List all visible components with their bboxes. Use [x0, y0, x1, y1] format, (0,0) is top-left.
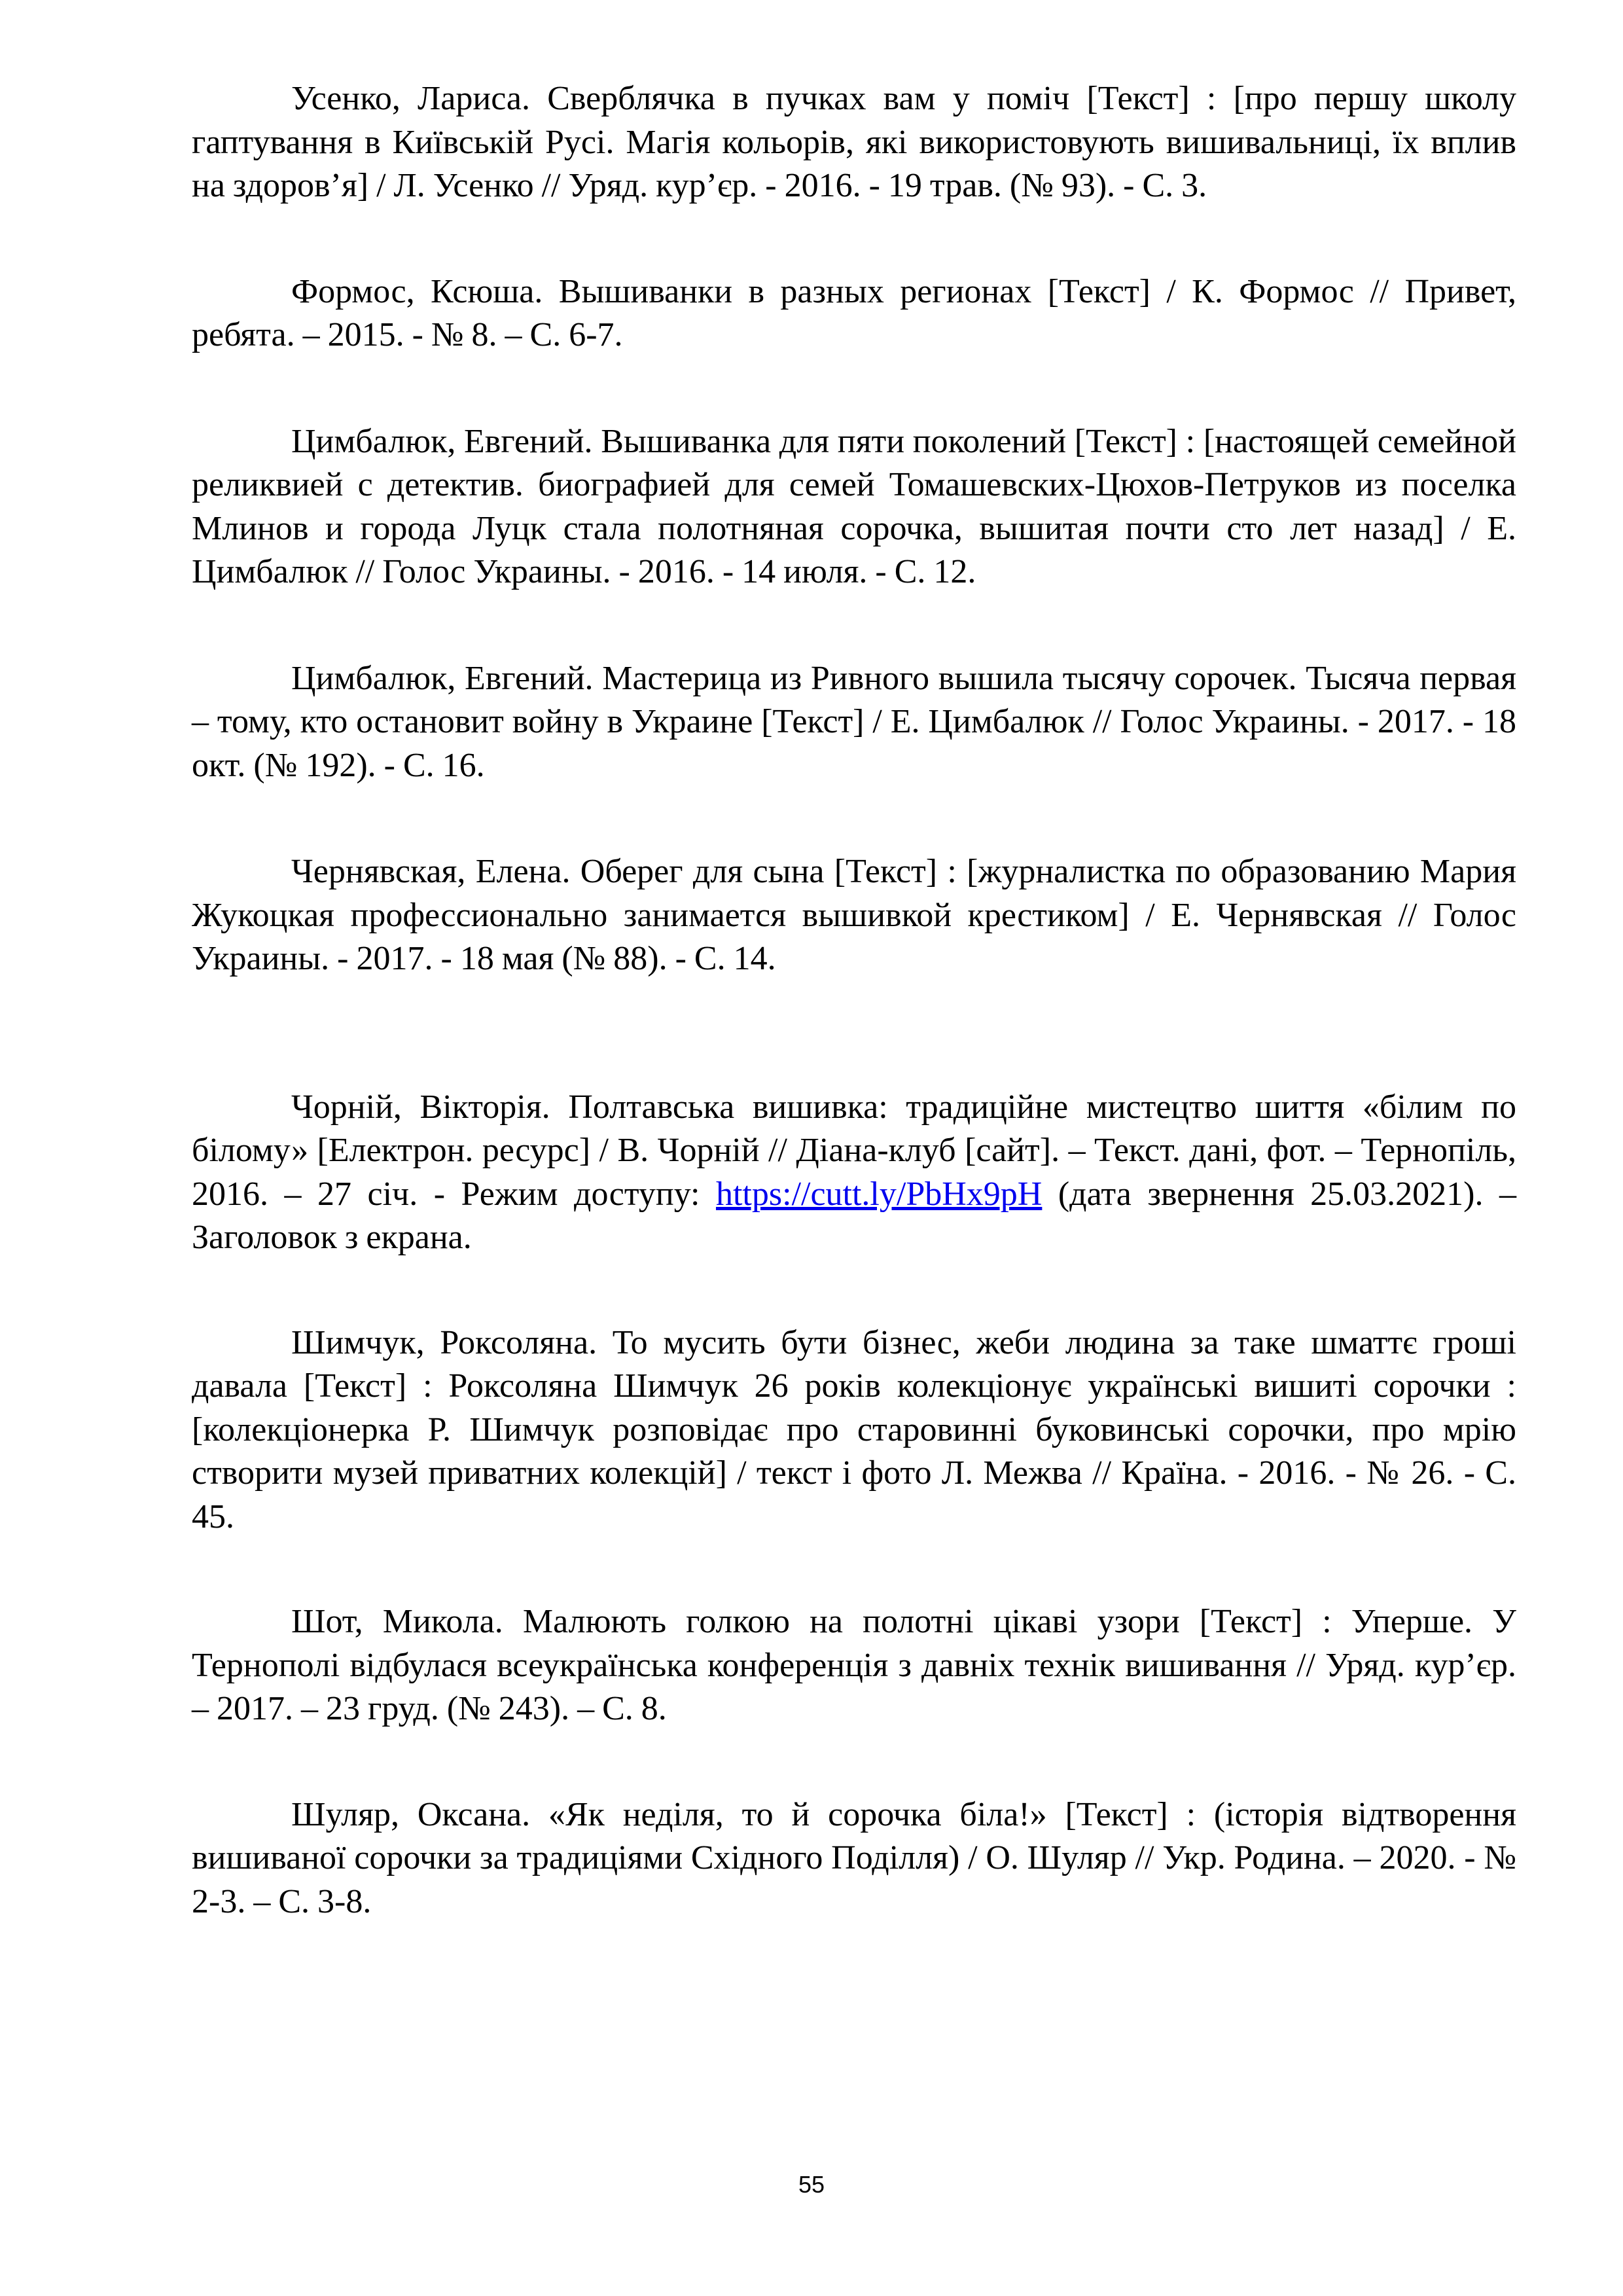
bibliography-entry-shymchuk: Шимчук, Роксоляна. То мусить бути бізнес, жеби людина за таке шматтє гроші давала [Текст] : Роксоляна Шимчук 26 років колекціонує українські вишиті сорочки : [колекціонерка Р. Шимчук розповідає про старовинні буковинські сорочки, про мрію створити музей приватних колекцій] / текст і фото Л. Межва // Країна. - 2016. - № 26. - С. 45. — [192, 1323, 1516, 1535]
bibliography-entry-usenko: Усенко, Лариса. Сверблячка в пучках вам у поміч [Текст] : [про першу школу гаптування в Київській Русі. Магія кольорів, які використовують вишивальниці, їх вплив на здоров’я] / Л. Усенко // Уряд. кур’єр. - 2016. - 19 трав. (№ 93). - С. 3. — [192, 80, 1516, 204]
bibliography-entry-shuliar: Шуляр, Оксана. «Як неділя, то й сорочка біла!» [Текст] : (історія відтворення вишиваної сорочки за традиціями Східного Поділля) / О. Шуляр // Укр. Родина. – 2020. - № 2-3. – С. 3-8. — [192, 1795, 1516, 1920]
entry-text-after-link: (дата звернення 25.03.2021). – Заголовок з екрана. — [192, 1175, 1516, 1256]
entry-text-before-link: Чорній, Вікторія. Полтавська вишивка: традиційне мистецтво шиття «білим по білому» [Електрон. ресурс] / В. Чорній // Діана-клуб [сайт]. – Текст. дані, фот. – Тернопіль, 2016. – 27 січ. - Режим доступу: — [192, 1088, 1516, 1213]
bibliography-entry-chornii — [192, 1086, 1516, 1260]
bibliography-entry-shot: Шот, Микола. Малюють голкою на полотні цікаві узори [Текст] : Уперше. У Тернополі відбулася всеукраїнська конференція з давніх технік вишивання // Уряд. кур’єр. – 2017. – 23 груд. (№ 243). – С. 8. — [192, 1603, 1516, 1727]
bibliography-entry-chernyavskaya: Чернявская, Елена. Оберег для сына [Текст] : [журналистка по образованию Мария Жукоцкая профессионально занимается вышивкой крестиком] / Е. Чернявская // Голос Украины. - 2017. - 18 мая (№ 88). - С. 14. — [192, 853, 1516, 977]
bibliography-page — [192, 77, 1516, 1924]
bibliography-entry-formos: Формос, Ксюша. Вышиванки в разных регионах [Текст] / К. Формос // Привет, ребята. – 2015. - № 8. – С. 6-7. — [192, 272, 1516, 353]
page-number: 55 — [798, 2171, 825, 2198]
resource-link[interactable]: https://cutt.ly/PbHx9pH — [715, 1175, 1043, 1213]
bibliography-entry-tsymbaliuk-1: Цимбалюк, Евгений. Вышиванка для пяти поколений [Текст] : [настоящей семейной реликвией с детектив. биографией для семей Томашевских-Цюхов-Петруков из поселка Млинов и города Луцк стала полотняная сорочка, вышитая почти сто лет назад] / Е. Цимбалюк // Голос Украины. - 2016. - 14 июля. - С. 12. — [192, 422, 1516, 590]
bibliography-entry-tsymbaliuk-2: Цимбалюк, Евгений. Мастерица из Ривного вышила тысячу сорочек. Тысяча первая – тому, кто остановит войну в Украине [Текст] / Е. Цимбалюк // Голос Украины. - 2017. - 18 окт. (№ 192). - С. 16. — [192, 659, 1516, 784]
